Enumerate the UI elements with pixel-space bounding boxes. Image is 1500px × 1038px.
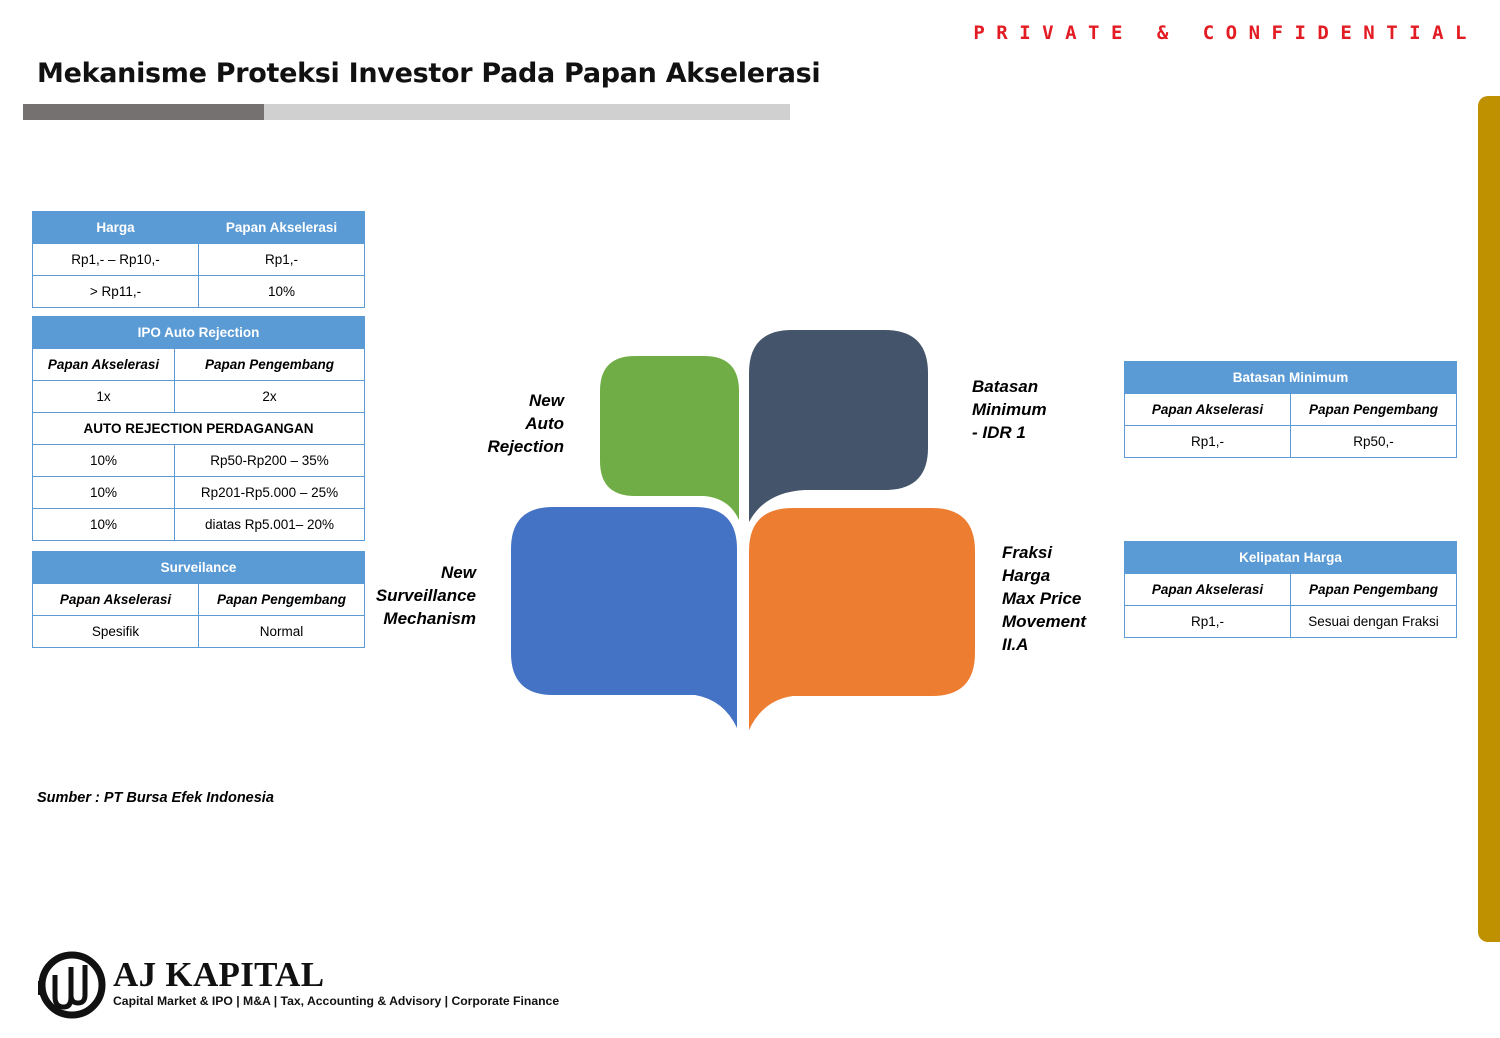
navy-bubble [749, 330, 928, 522]
label-line: Surveillance [375, 586, 476, 605]
table-cell: 10% [33, 509, 175, 541]
source-note: Sumber : PT Bursa Efek Indonesia [37, 790, 274, 806]
subheader-cell: Papan Akselerasi [1125, 574, 1291, 606]
table-cell: Rp201-Rp5.000 – 25% [175, 477, 365, 509]
table-title: Surveilance [33, 552, 365, 584]
kelipatan-harga-table [1124, 541, 1457, 638]
table-row [33, 477, 365, 509]
table-row [33, 509, 365, 541]
subheader-cell: Papan Akselerasi [33, 349, 175, 381]
surveilance-title-row [33, 552, 365, 584]
subheader-cell: Papan Pengembang [1291, 394, 1457, 426]
subheader-row [33, 584, 365, 616]
table-cell: 1x [33, 381, 175, 413]
table-row [33, 381, 365, 413]
batasan-minimum-table [1124, 361, 1457, 458]
table-row [33, 276, 365, 308]
label-line: - IDR 1 [972, 423, 1026, 442]
harga-table [32, 211, 365, 308]
surveillance-mechanism-label [360, 561, 476, 630]
fraksi-harga-label [1002, 541, 1086, 656]
batasan-minimum-label [972, 375, 1047, 444]
confidential-label: PRIVATE & CONFIDENTIAL [973, 22, 1478, 44]
label-line: Mechanism [383, 609, 476, 628]
subheader-row [33, 349, 365, 381]
brand-tagline: Capital Market & IPO | M&A | Tax, Accounting & Advisory | Corporate Finance [113, 994, 560, 1008]
label-line: II.A [1002, 635, 1029, 654]
table-cell: Normal [199, 616, 365, 648]
title-underline-accent [23, 104, 264, 120]
blue-bubble [511, 507, 737, 728]
title-underline-bar [23, 104, 790, 120]
table-cell: Spesifik [33, 616, 199, 648]
label-line: Fraksi [1002, 543, 1053, 562]
subheader-cell: Papan Akselerasi [33, 584, 199, 616]
kelipatan-title-row [1125, 542, 1457, 574]
header-cell: Harga [33, 212, 199, 244]
subheader-cell: Papan Pengembang [199, 584, 365, 616]
harga-header-row [33, 212, 365, 244]
table-row [33, 244, 365, 276]
label-line: Batasan [972, 377, 1039, 396]
table-cell: Sesuai dengan Fraksi [1291, 606, 1457, 638]
subheader-cell: Papan Akselerasi [1125, 394, 1291, 426]
surveilance-table [32, 551, 365, 648]
auto-rejection-label [470, 389, 564, 458]
table-cell: diatas Rp5.001– 20% [175, 509, 365, 541]
label-line: New [529, 391, 564, 410]
subheader-cell: Papan Pengembang [1291, 574, 1457, 606]
table-row [1125, 606, 1457, 638]
aj-kapital-logo-icon [38, 945, 106, 1025]
table-row [1125, 426, 1457, 458]
label-line: Auto [525, 414, 564, 433]
table-cell: Rp1,- [1125, 426, 1291, 458]
table-cell: Rp50,- [1291, 426, 1457, 458]
section-label: AUTO REJECTION PERDAGANGAN [33, 413, 365, 445]
subheader-row [1125, 574, 1457, 606]
label-line: New [441, 563, 476, 582]
table-cell: 10% [199, 276, 365, 308]
ipo-auto-rejection-table [32, 316, 365, 541]
table-row [33, 616, 365, 648]
table-title: IPO Auto Rejection [33, 317, 365, 349]
label-line: Max Price [1002, 589, 1082, 608]
side-tab [1478, 96, 1500, 942]
brand-name: AJ KAPITAL [113, 955, 325, 994]
table-cell: > Rp11,- [33, 276, 199, 308]
label-line: Movement [1002, 612, 1087, 631]
label-line: Rejection [487, 437, 564, 456]
label-line: Harga [1002, 566, 1051, 585]
section-row [33, 413, 365, 445]
ipo-title-row [33, 317, 365, 349]
table-row [33, 445, 365, 477]
header-cell: Papan Akselerasi [199, 212, 365, 244]
table-cell: Rp1,- – Rp10,- [33, 244, 199, 276]
batasan-title-row [1125, 362, 1457, 394]
table-cell: Rp1,- [199, 244, 365, 276]
table-cell: 2x [175, 381, 365, 413]
green-bubble [600, 356, 739, 520]
table-title: Kelipatan Harga [1125, 542, 1457, 574]
table-title: Batasan Minimum [1125, 362, 1457, 394]
table-cell: 10% [33, 477, 175, 509]
subheader-cell: Papan Pengembang [175, 349, 365, 381]
table-cell: 10% [33, 445, 175, 477]
table-cell: Rp50-Rp200 – 35% [175, 445, 365, 477]
page-title: Mekanisme Proteksi Investor Pada Papan Akselerasi [37, 58, 821, 89]
table-cell: Rp1,- [1125, 606, 1291, 638]
orange-bubble [749, 508, 975, 730]
label-line: Minimum [972, 400, 1047, 419]
subheader-row [1125, 394, 1457, 426]
